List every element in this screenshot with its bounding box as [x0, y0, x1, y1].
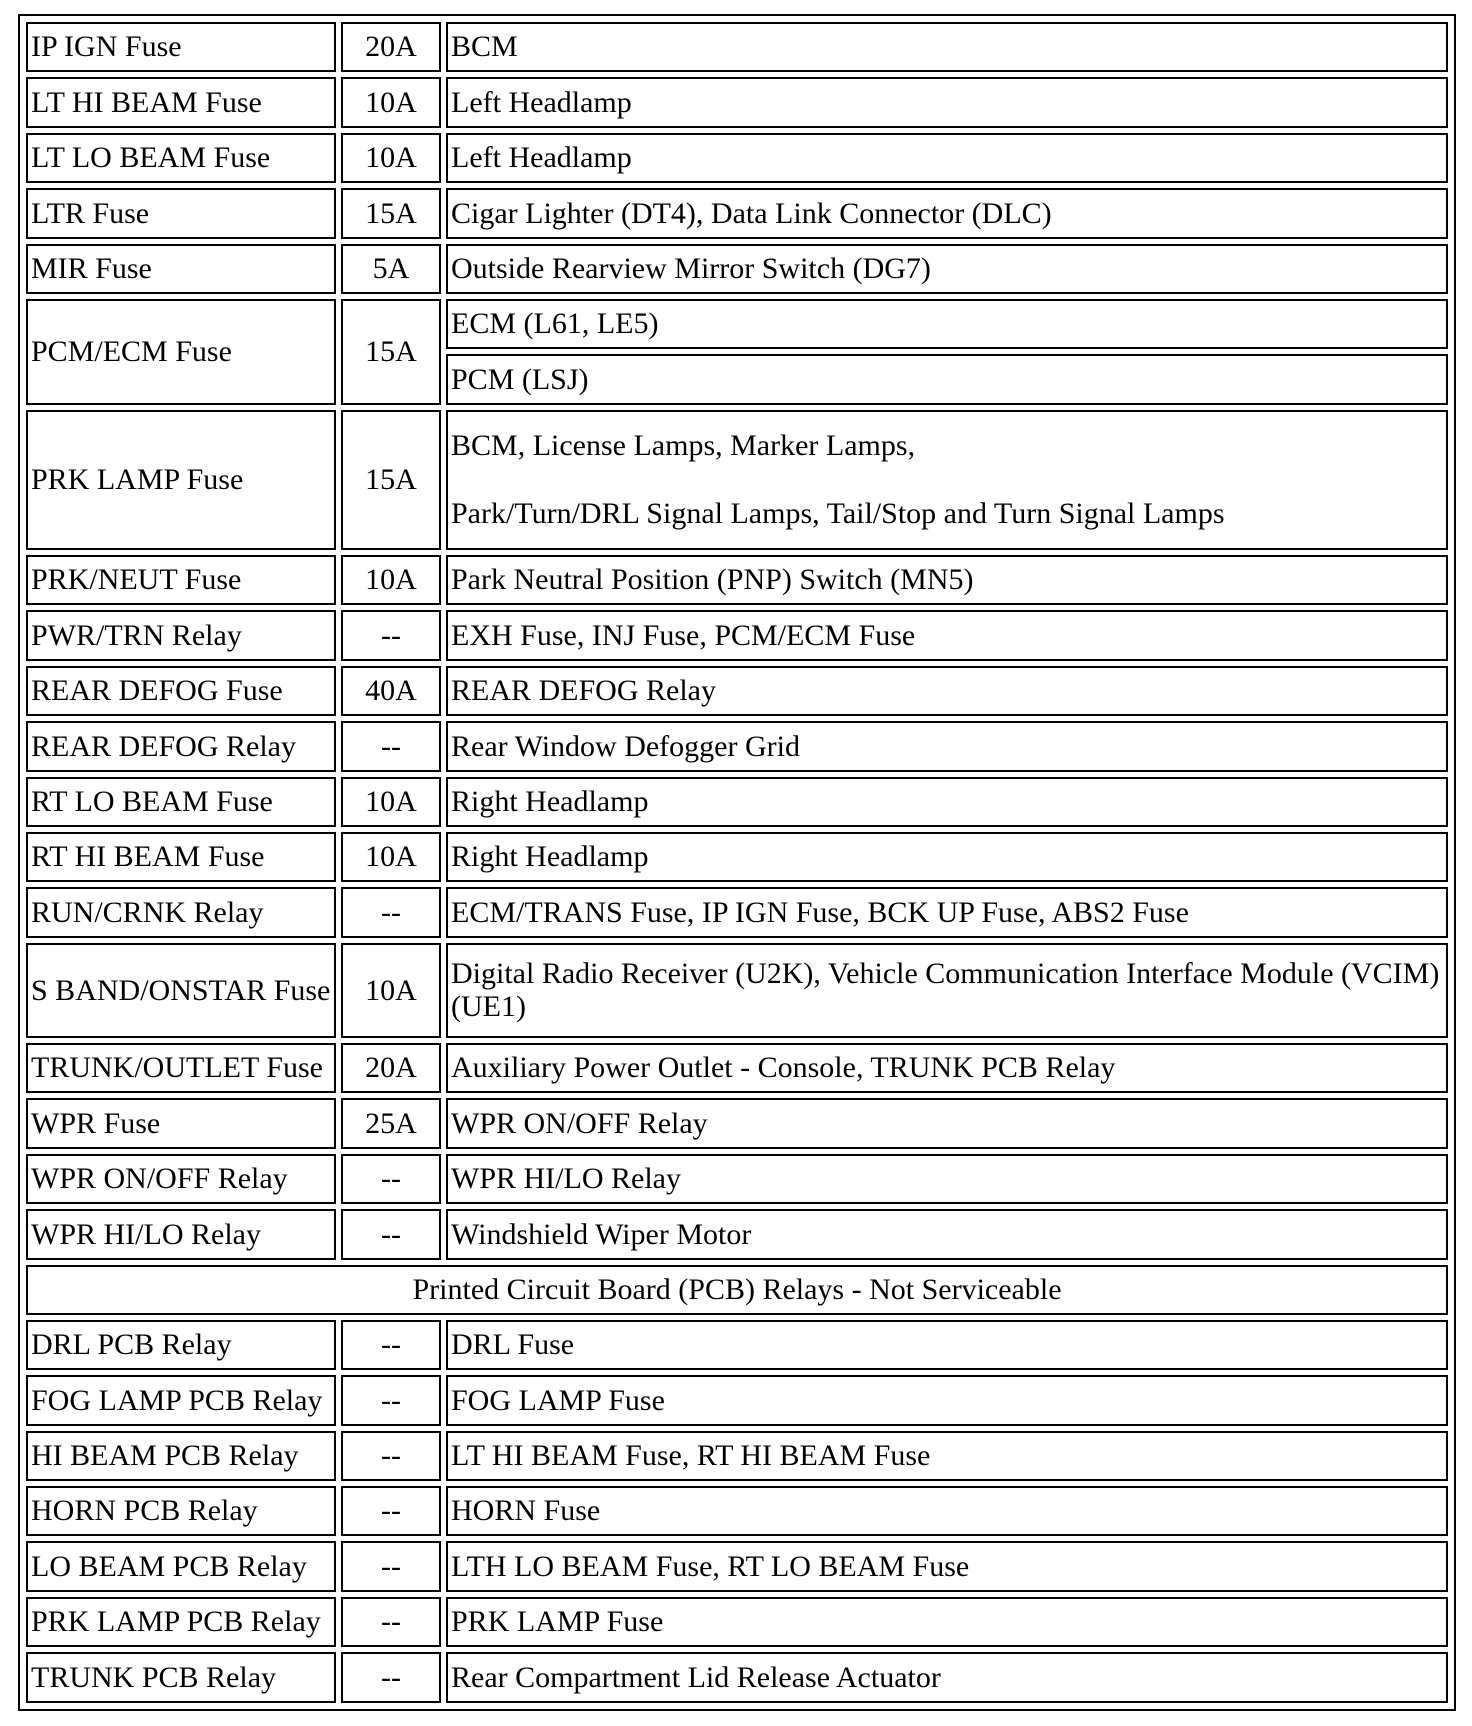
table-row — [26, 721, 1448, 771]
fuse-name: WPR HI/LO Relay — [26, 1209, 336, 1259]
fuse-name: WPR Fuse — [26, 1098, 336, 1148]
fuse-name: RUN/CRNK Relay — [26, 887, 336, 937]
circuit-description: ECM (L61, LE5) — [446, 299, 1448, 349]
table-row — [26, 777, 1448, 827]
table-row — [26, 1209, 1448, 1259]
relay-name: PRK LAMP PCB Relay — [26, 1597, 336, 1647]
table-row — [26, 943, 1448, 1038]
fuse-name: LTR Fuse — [26, 188, 336, 238]
fuse-relay-table — [21, 17, 1453, 1708]
circuit-description: DRL Fuse — [446, 1320, 1448, 1370]
fuse-name: WPR ON/OFF Relay — [26, 1154, 336, 1204]
relay-name: FOG LAMP PCB Relay — [26, 1375, 336, 1425]
relay-rating: -- — [341, 1486, 441, 1536]
table-row — [26, 555, 1448, 605]
fuse-rating: 5A — [341, 244, 441, 294]
circuit-description: Cigar Lighter (DT4), Data Link Connector (DLC) — [446, 188, 1448, 238]
fuse-name: RT LO BEAM Fuse — [26, 777, 336, 827]
blank-line — [451, 463, 1443, 497]
fuse-rating: -- — [341, 721, 441, 771]
circuit-description: LTH LO BEAM Fuse, RT LO BEAM Fuse — [446, 1541, 1448, 1591]
fuse-rating: 20A — [341, 1043, 441, 1093]
table-row — [26, 1486, 1448, 1536]
section-row — [26, 1265, 1448, 1315]
relay-rating: -- — [341, 1652, 441, 1703]
circuit-description: PCM (LSJ) — [446, 354, 1448, 404]
table-row — [26, 188, 1448, 238]
table-row — [26, 133, 1448, 183]
relay-rating: -- — [341, 1541, 441, 1591]
table-row — [26, 610, 1448, 660]
table-row — [26, 1375, 1448, 1425]
circuit-line: BCM, License Lamps, Marker Lamps, — [451, 429, 916, 463]
circuit-description: Left Headlamp — [446, 77, 1448, 127]
circuit-description: Left Headlamp — [446, 133, 1448, 183]
table-row — [26, 299, 1448, 349]
table-row — [26, 887, 1448, 937]
fuse-name: TRUNK/OUTLET Fuse — [26, 1043, 336, 1093]
relay-name: LO BEAM PCB Relay — [26, 1541, 336, 1591]
circuit-description: Right Headlamp — [446, 777, 1448, 827]
circuit-description: Right Headlamp — [446, 832, 1448, 882]
fuse-name: REAR DEFOG Relay — [26, 721, 336, 771]
relay-name: HI BEAM PCB Relay — [26, 1431, 336, 1481]
circuit-line: Park/Turn/DRL Signal Lamps, Tail/Stop and Turn Signal Lamps — [451, 496, 1225, 530]
fuse-rating: 10A — [341, 777, 441, 827]
fuse-name: PRK/NEUT Fuse — [26, 555, 336, 605]
fuse-rating: 15A — [341, 410, 441, 550]
table-row — [26, 832, 1448, 882]
fuse-rating: -- — [341, 887, 441, 937]
fuse-name: PCM/ECM Fuse — [26, 299, 336, 405]
fuse-rating: -- — [341, 1154, 441, 1204]
relay-rating: -- — [341, 1431, 441, 1481]
relay-name: HORN PCB Relay — [26, 1486, 336, 1536]
circuit-description: HORN Fuse — [446, 1486, 1448, 1536]
fuse-rating: 40A — [341, 666, 441, 716]
fuse-name: LT HI BEAM Fuse — [26, 77, 336, 127]
fuse-rating: 10A — [341, 943, 441, 1038]
fuse-rating: 20A — [341, 22, 441, 72]
table-row — [26, 410, 1448, 550]
fuse-rating: 25A — [341, 1098, 441, 1148]
fuse-name: PWR/TRN Relay — [26, 610, 336, 660]
relay-name: TRUNK PCB Relay — [26, 1652, 336, 1703]
fuse-rating: 10A — [341, 133, 441, 183]
circuit-description: REAR DEFOG Relay — [446, 666, 1448, 716]
table-row — [26, 1154, 1448, 1204]
table-row — [26, 1541, 1448, 1591]
fuse-name: PRK LAMP Fuse — [26, 410, 336, 550]
circuit-description: Park Neutral Position (PNP) Switch (MN5) — [446, 555, 1448, 605]
relay-rating: -- — [341, 1320, 441, 1370]
fuse-name: MIR Fuse — [26, 244, 336, 294]
fuse-rating: -- — [341, 1209, 441, 1259]
relay-rating: -- — [341, 1597, 441, 1647]
circuit-description: Windshield Wiper Motor — [446, 1209, 1448, 1259]
circuit-description — [446, 410, 1448, 550]
circuit-description: Rear Window Defogger Grid — [446, 721, 1448, 771]
fuse-rating: -- — [341, 610, 441, 660]
table-row — [26, 1652, 1448, 1703]
circuit-description: Auxiliary Power Outlet - Console, TRUNK PCB Relay — [446, 1043, 1448, 1093]
circuit-description: WPR HI/LO Relay — [446, 1154, 1448, 1204]
fuse-name: S BAND/ONSTAR Fuse — [26, 943, 336, 1038]
relay-name: DRL PCB Relay — [26, 1320, 336, 1370]
circuit-description: Outside Rearview Mirror Switch (DG7) — [446, 244, 1448, 294]
circuit-description: Rear Compartment Lid Release Actuator — [446, 1652, 1448, 1703]
fuse-name: REAR DEFOG Fuse — [26, 666, 336, 716]
circuit-description: LT HI BEAM Fuse, RT HI BEAM Fuse — [446, 1431, 1448, 1481]
circuit-description: FOG LAMP Fuse — [446, 1375, 1448, 1425]
fuse-name: LT LO BEAM Fuse — [26, 133, 336, 183]
table-row — [26, 1597, 1448, 1647]
fuse-rating: 10A — [341, 832, 441, 882]
table-row — [26, 77, 1448, 127]
fuse-relay-table-frame — [18, 14, 1456, 1711]
table-row — [26, 1043, 1448, 1093]
circuit-description: Digital Radio Receiver (U2K), Vehicle Communication Interface Module (VCIM) (UE1) — [446, 943, 1448, 1038]
fuse-name: IP IGN Fuse — [26, 22, 336, 72]
table-row — [26, 1098, 1448, 1148]
table-row — [26, 666, 1448, 716]
table-row — [26, 1431, 1448, 1481]
circuit-description: BCM — [446, 22, 1448, 72]
fuse-rating: 10A — [341, 555, 441, 605]
circuit-description: WPR ON/OFF Relay — [446, 1098, 1448, 1148]
fuse-name: RT HI BEAM Fuse — [26, 832, 336, 882]
fuse-rating: 15A — [341, 188, 441, 238]
section-heading: Printed Circuit Board (PCB) Relays - Not Serviceable — [26, 1265, 1448, 1315]
relay-rating: -- — [341, 1375, 441, 1425]
circuit-description: ECM/TRANS Fuse, IP IGN Fuse, BCK UP Fuse, ABS2 Fuse — [446, 887, 1448, 937]
fuse-rating: 15A — [341, 299, 441, 405]
table-row — [26, 1320, 1448, 1370]
fuse-rating: 10A — [341, 77, 441, 127]
circuit-description: PRK LAMP Fuse — [446, 1597, 1448, 1647]
table-row — [26, 244, 1448, 294]
table-row — [26, 22, 1448, 72]
circuit-description: EXH Fuse, INJ Fuse, PCM/ECM Fuse — [446, 610, 1448, 660]
